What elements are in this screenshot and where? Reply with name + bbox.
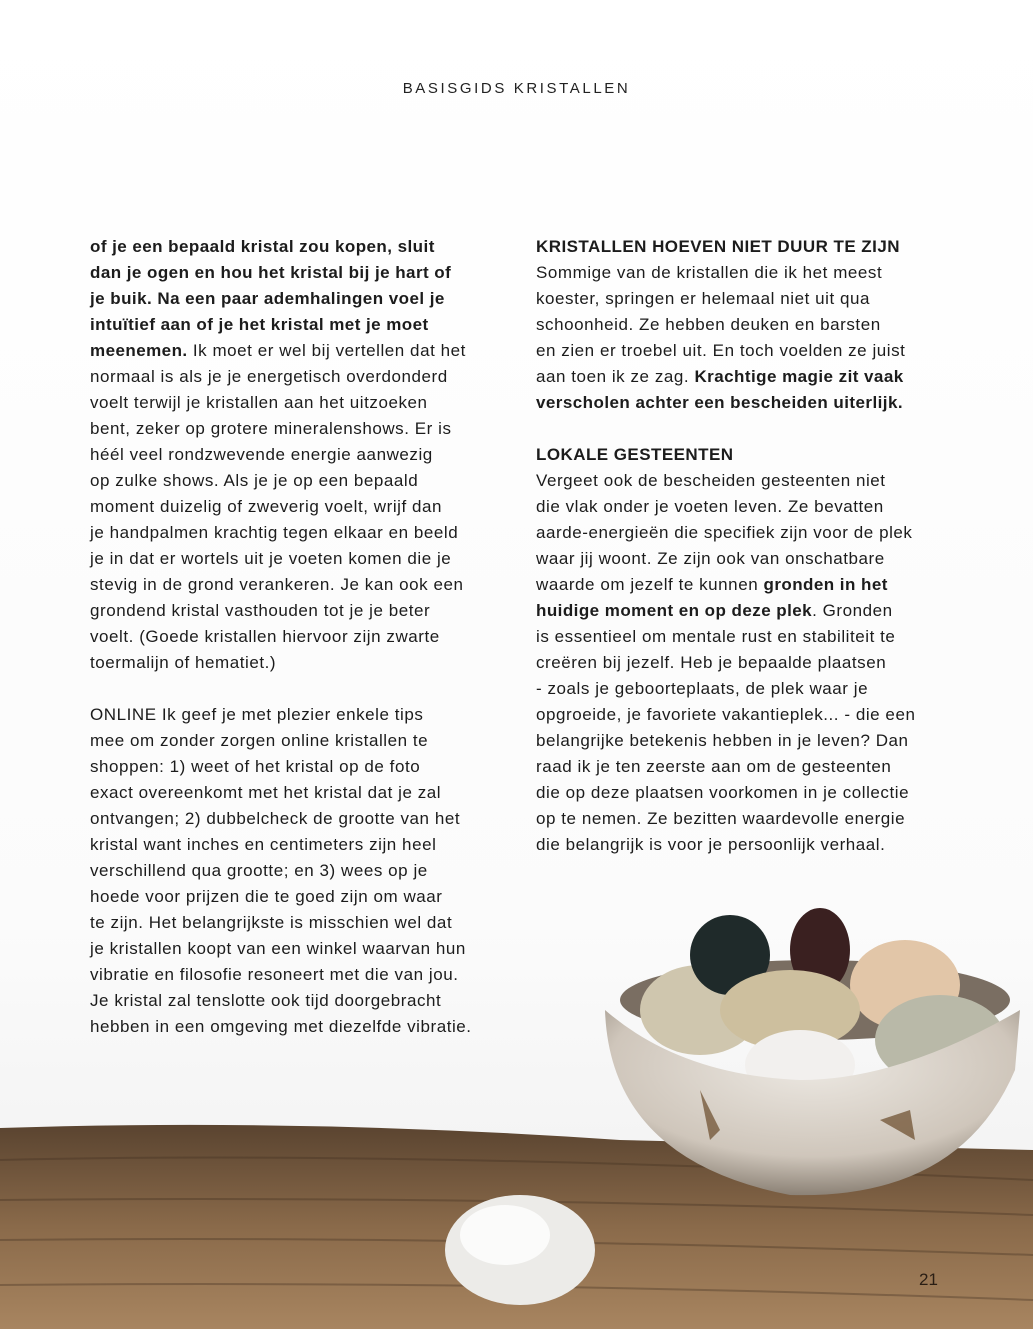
text-line xyxy=(90,286,530,312)
text-line xyxy=(90,832,530,858)
text-line xyxy=(90,390,530,416)
text-line xyxy=(536,676,966,702)
body-text: toermalijn of hematiet.) xyxy=(90,653,277,672)
body-text: te zijn. Het belangrijkste is misschien wel dat xyxy=(90,913,453,932)
text-line xyxy=(90,364,530,390)
body-text: waarde om jezelf te kunnen xyxy=(536,575,764,594)
text-line xyxy=(536,468,966,494)
text-line xyxy=(90,858,530,884)
text-line xyxy=(536,416,966,442)
text-line xyxy=(536,312,966,338)
text-line xyxy=(90,312,530,338)
body-text: opgroeide, je favoriete vakantieplek... - die een xyxy=(536,705,916,724)
body-text: . Gronden xyxy=(812,601,893,620)
text-line xyxy=(90,910,530,936)
bold-text: LOKALE GESTEENTEN xyxy=(536,445,734,464)
body-text: ontvangen; 2) dubbelcheck de grootte van het xyxy=(90,809,461,828)
body-text: hebben in een omgeving met diezelfde vibratie. xyxy=(90,1017,472,1036)
page-number: 21 xyxy=(919,1270,938,1289)
text-line xyxy=(90,754,530,780)
bold-text: intuïtief aan of je het kristal met je moet xyxy=(90,315,429,334)
body-text: Je kristal zal tenslotte ook tijd doorgebracht xyxy=(90,991,442,1010)
running-title: BASISGIDS KRISTALLEN xyxy=(402,80,631,97)
body-text: verschillend qua grootte; en 3) wees op je xyxy=(90,861,428,880)
body-text: creëren bij jezelf. Heb je bepaalde plaatsen xyxy=(536,653,887,672)
body-text: je in dat er wortels uit je voeten komen die je xyxy=(90,549,452,568)
body-text: Vergeet ook de bescheiden gesteenten niet xyxy=(536,471,886,490)
body-text: op te nemen. Ze bezitten waardevolle energie xyxy=(536,809,906,828)
text-line xyxy=(90,442,530,468)
bold-text: Krachtige magie zit vaak xyxy=(694,367,904,386)
text-line xyxy=(536,364,966,390)
body-text: vibratie en filosofie resoneert met die van jou. xyxy=(90,965,459,984)
text-line xyxy=(90,962,530,988)
body-text: die op deze plaatsen voorkomen in je collectie xyxy=(536,783,910,802)
body-text: exact overeenkomt met het kristal dat je zal xyxy=(90,783,442,802)
bold-text: gronden in het xyxy=(763,575,888,594)
body-text: Ik moet er wel bij vertellen dat het xyxy=(187,341,466,360)
text-line xyxy=(90,676,530,702)
text-line xyxy=(90,234,530,260)
text-line xyxy=(536,442,966,468)
body-text: waar jij woont. Ze zijn ook van onschatbare xyxy=(536,549,885,568)
text-line xyxy=(536,572,966,598)
body-text: is essentieel om mentale rust en stabiliteit te xyxy=(536,627,896,646)
right-column-text xyxy=(536,234,966,858)
text-line xyxy=(536,780,966,806)
body-text: koester, springen er helemaal niet uit qua xyxy=(536,289,871,308)
bold-text: KRISTALLEN HOEVEN NIET DUUR TE ZIJN xyxy=(536,237,900,256)
text-line xyxy=(536,260,966,286)
body-text: kristal want inches en centimeters zijn heel xyxy=(90,835,437,854)
text-line xyxy=(536,650,966,676)
bold-text: meenemen. xyxy=(90,341,188,360)
text-line xyxy=(90,988,530,1014)
text-line xyxy=(536,390,966,416)
text-line xyxy=(536,754,966,780)
body-text: voelt. (Goede kristallen hiervoor zijn zwarte xyxy=(90,627,440,646)
text-line xyxy=(90,884,530,910)
text-line xyxy=(536,520,966,546)
bold-text: of je een bepaald kristal zou kopen, sluit xyxy=(90,237,435,256)
body-text: - zoals je geboorteplaats, de plek waar je xyxy=(536,679,869,698)
body-text: belangrijke betekenis hebben in je leven? Dan xyxy=(536,731,909,750)
body-text: je kristallen koopt van een winkel waarvan hun xyxy=(90,939,466,958)
text-line xyxy=(536,494,966,520)
text-line xyxy=(90,624,530,650)
text-line xyxy=(536,598,966,624)
text-line xyxy=(536,806,966,832)
body-text: Sommige van de kristallen die ik het meest xyxy=(536,263,883,282)
body-text: raad ik je ten zeerste aan om de gesteenten xyxy=(536,757,892,776)
body-text: grondend kristal vasthouden tot je je beter xyxy=(90,601,431,620)
body-text: schoonheid. Ze hebben deuken en barsten xyxy=(536,315,881,334)
text-line xyxy=(90,806,530,832)
body-text: aarde-energieën die specifiek zijn voor de plek xyxy=(536,523,913,542)
body-text: op zulke shows. Als je je op een bepaald xyxy=(90,471,419,490)
bold-text: verscholen achter een bescheiden uiterlijk. xyxy=(536,393,904,412)
text-line xyxy=(90,572,530,598)
bold-text: dan je ogen en hou het kristal bij je hart of xyxy=(90,263,452,282)
text-line xyxy=(536,832,966,858)
body-text: shoppen: 1) weet of het kristal op de foto xyxy=(90,757,421,776)
text-line xyxy=(536,338,966,364)
bold-text: huidige moment en op deze plek xyxy=(536,601,813,620)
body-text: je handpalmen krachtig tegen elkaar en beeld xyxy=(90,523,459,542)
body-text: die vlak onder je voeten leven. Ze bevatten xyxy=(536,497,884,516)
body-text: aan toen ik ze zag. xyxy=(536,367,695,386)
body-text: héél veel rondzwevende energie aanwezig xyxy=(90,445,433,464)
text-line xyxy=(90,546,530,572)
body-text: hoede voor prijzen die te goed zijn om waar xyxy=(90,887,443,906)
text-line xyxy=(90,702,530,728)
body-text: mee om zonder zorgen online kristallen te xyxy=(90,731,429,750)
text-line xyxy=(90,260,530,286)
text-line xyxy=(90,650,530,676)
body-text: bent, zeker op grotere mineralenshows. Er is xyxy=(90,419,452,438)
body-text: en zien er troebel uit. En toch voelden ze juist xyxy=(536,341,906,360)
body-text: die belangrijk is voor je persoonlijk verhaal. xyxy=(536,835,886,854)
text-line xyxy=(536,234,966,260)
text-line xyxy=(90,494,530,520)
body-text: ONLINE Ik geef je met plezier enkele tips xyxy=(90,705,424,724)
text-line xyxy=(90,598,530,624)
text-line xyxy=(90,468,530,494)
text-line xyxy=(90,936,530,962)
text-line xyxy=(90,728,530,754)
bold-text: je buik. Na een paar ademhalingen voel je xyxy=(90,289,445,308)
text-line xyxy=(536,546,966,572)
text-line xyxy=(90,1014,530,1040)
body-text: normaal is als je je energetisch overdonderd xyxy=(90,367,448,386)
body-text: stevig in de grond verankeren. Je kan ook een xyxy=(90,575,464,594)
text-line xyxy=(90,416,530,442)
body-text: moment duizelig of zweverig voelt, wrijf dan xyxy=(90,497,443,516)
text-line xyxy=(536,702,966,728)
text-line xyxy=(90,520,530,546)
text-line xyxy=(536,728,966,754)
text-line xyxy=(90,780,530,806)
text-line xyxy=(536,286,966,312)
left-column-text xyxy=(90,234,530,1040)
body-text: voelt terwijl je kristallen aan het uitzoeken xyxy=(90,393,428,412)
text-line xyxy=(536,624,966,650)
text-line xyxy=(90,338,530,364)
